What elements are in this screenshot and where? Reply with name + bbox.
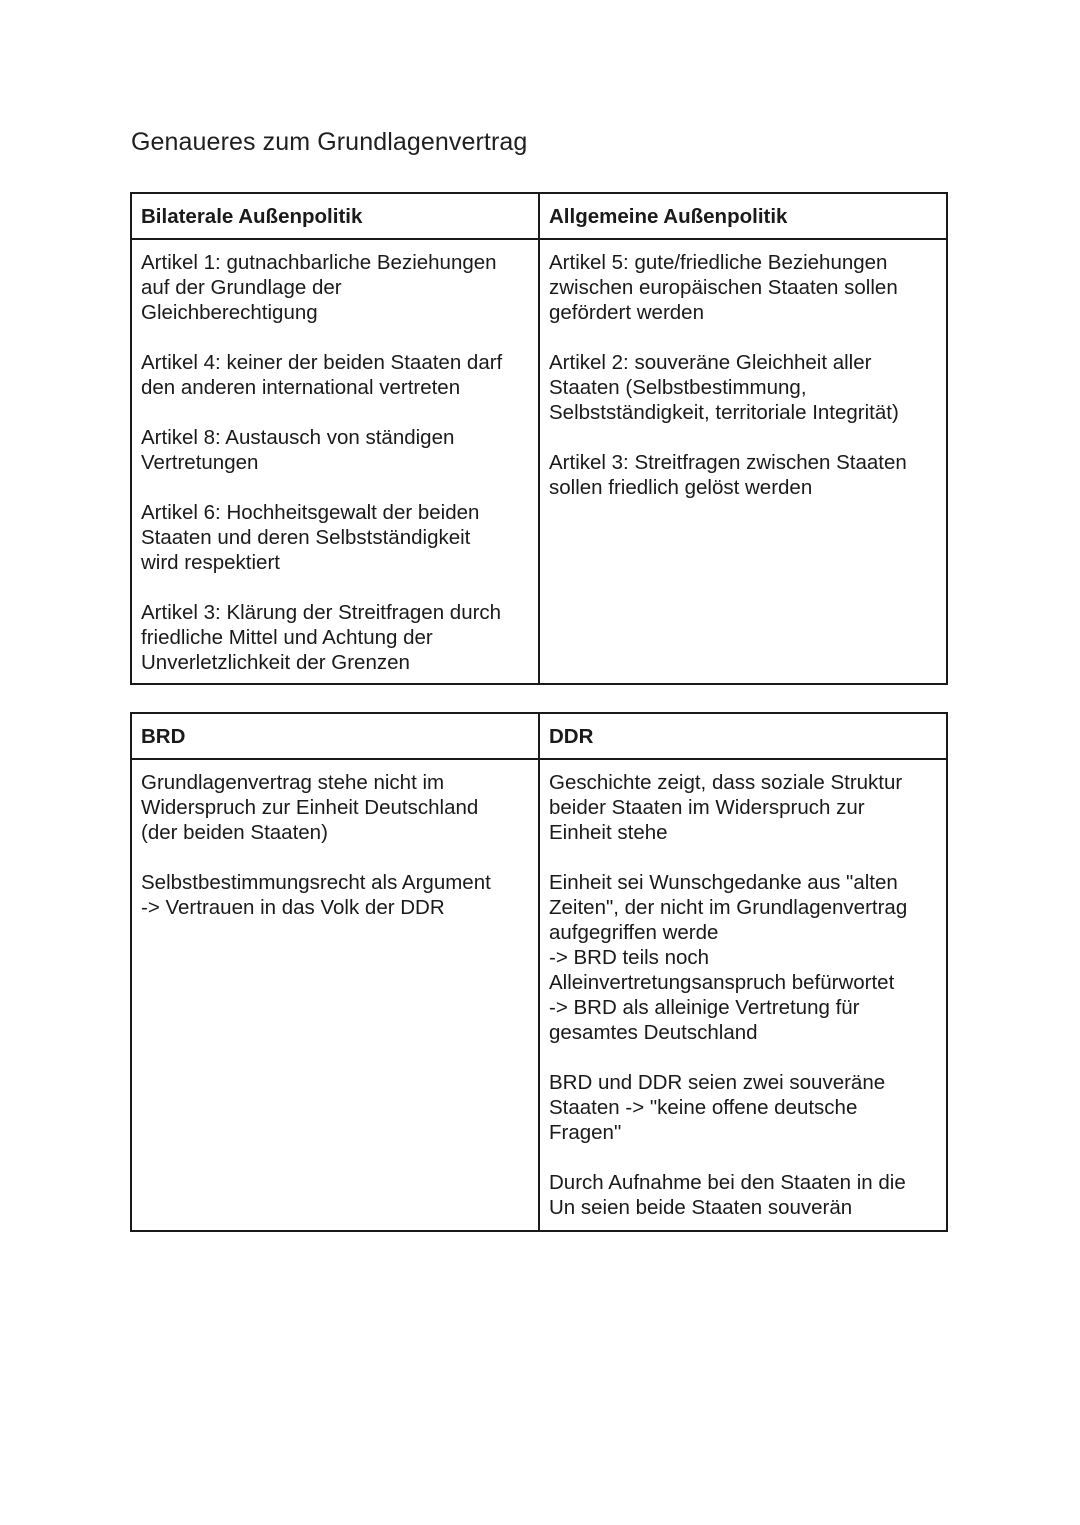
brd-cell	[131, 759, 539, 1231]
brd-ddr-table	[130, 712, 948, 1232]
ddr-point-3: BRD und DDR seien zwei souveräne Staaten -> "keine offene deutsche Fragen"	[549, 1071, 886, 1144]
article-4-text: Artikel 4: keiner der beiden Staaten darf den anderen international vertreten	[141, 351, 503, 399]
article-5-text: Artikel 5: gute/friedliche Beziehungen zwischen europäischen Staaten sollen gefördert werden	[549, 251, 898, 324]
ddr-point-4: Durch Aufnahme bei den Staaten in die Un seien beide Staaten souverän	[549, 1171, 906, 1219]
page-title: Genaueres zum Grundlagenvertrag	[131, 128, 528, 156]
general-cell	[539, 239, 947, 684]
header-ddr: DDR	[539, 713, 947, 759]
article-3-general-text: Artikel 3: Streitfragen zwischen Staaten sollen friedlich gelöst werden	[549, 451, 907, 499]
header-bilateral: Bilaterale Außenpolitik	[131, 193, 539, 239]
table-header-row	[131, 713, 947, 759]
article-6-text: Artikel 6: Hochheitsgewalt der beiden Staaten und deren Selbstständigkeit wird respektiert	[141, 501, 480, 574]
header-brd: BRD	[131, 713, 539, 759]
article-1-text: Artikel 1: gutnachbarliche Beziehungen auf der Grundlage der Gleichberechtigung	[141, 251, 497, 324]
article-8-text: Artikel 8: Austausch von ständigen Vertretungen	[141, 426, 455, 474]
ddr-point-1: Geschichte zeigt, dass soziale Struktur beider Staaten im Widerspruch zur Einheit stehe	[549, 771, 903, 844]
brd-point-1: Grundlagenvertrag stehe nicht im Widerspruch zur Einheit Deutschland (der beiden Staaten)	[141, 771, 479, 844]
ddr-cell	[539, 759, 947, 1231]
foreign-policy-table	[130, 192, 948, 685]
table-header-row	[131, 193, 947, 239]
ddr-point-2: Einheit sei Wunschgedanke aus "alten Zeiten", der nicht im Grundlagenvertrag aufgegriffen werde -> BRD teils noch Alleinvertretungsanspruch befürwortet -> BRD als alleinige Vertretung für gesamtes Deutschland	[549, 871, 908, 1044]
table-row	[131, 759, 947, 1231]
article-2-text: Artikel 2: souveräne Gleichheit aller Staaten (Selbstbestimmung, Selbstständigkeit, territoriale Integrität)	[549, 351, 899, 424]
bilateral-cell	[131, 239, 539, 684]
brd-point-2: Selbstbestimmungsrecht als Argument -> Vertrauen in das Volk der DDR	[141, 871, 491, 919]
header-general: Allgemeine Außenpolitik	[539, 193, 947, 239]
article-3-bilateral-text: Artikel 3: Klärung der Streitfragen durch friedliche Mittel und Achtung der Unverletzlichkeit der Grenzen	[141, 601, 502, 674]
table-row	[131, 239, 947, 684]
